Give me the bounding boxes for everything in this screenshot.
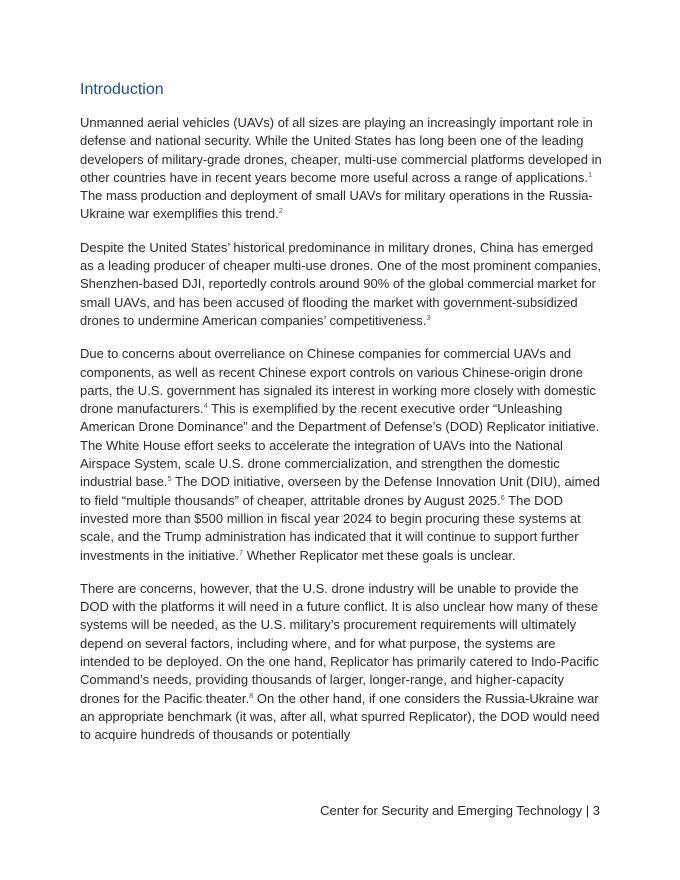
paragraph-text: The DOD invested more than $500 million in fiscal year 2024 to begin procuring these systems at scale, and the Trump administration has indicated that it will continue to support further investments in the initiative.: [80, 492, 581, 563]
main-content: [80, 79, 605, 760]
paragraph-4: [80, 580, 605, 745]
footer-separator: |: [582, 803, 593, 818]
paragraph-text: The DOD initiative, overseen by the Defense Innovation Unit (DIU), aimed to field “multiple thousands” of cheaper, attritable drones by August 2025.: [80, 474, 600, 508]
footer-org: Center for Security and Emerging Technology: [320, 803, 583, 818]
footnote-ref-5[interactable]: 5: [167, 474, 172, 484]
paragraph-text: There are concerns, however, that the U.S. drone industry will be unable to provide the DOD with the platforms it will need in a future conflict. It is also unclear how many of these systems will be needed, as the U.S. military’s procurement requirements will ultimately depend on several factors, including where, and for what purpose, the systems are intended to be deployed. On the one hand, Replicator has primarily catered to Indo-Pacific Command’s needs, providing thousands of larger, longer-range, and higher-capacity drones for the Pacific theater.: [80, 580, 599, 706]
paragraph-text: Due to concerns about overreliance on Chinese companies for commercial UAVs and components, as well as recent Chinese export controls on various Chinese-origin drone parts, the U.S. government has signaled its interest in working more closely with domestic drone manufacturers.: [80, 346, 596, 417]
section-title: Introduction: [80, 81, 164, 98]
paragraph-3: [80, 345, 605, 565]
footnote-ref-3[interactable]: 3: [426, 312, 431, 322]
footnote-ref-4[interactable]: 4: [203, 401, 208, 411]
footnote-ref-8[interactable]: 8: [249, 690, 254, 700]
footnote-ref-2[interactable]: 2: [278, 206, 283, 216]
footnote-ref-7[interactable]: 7: [238, 547, 244, 557]
page-number: 3: [592, 803, 600, 818]
paragraph-2: [80, 239, 605, 330]
paragraph-text: This is exemplified by the recent executive order “Unleashing American Drone Dominance” and the Department of Defense’s (DOD) Replicator initiative. The White House effort seeks to accelerate the integration of UAVs into the National Airspace System, scale U.S. drone commercialization, and strengthen the domestic industrial base.: [80, 401, 600, 490]
footnote-ref-6[interactable]: 6: [500, 492, 505, 502]
paragraph-text: On the other hand, if one considers the Russia-Ukraine war an appropriate benchmark (it was, after all, what spurred Replicator), the DOD would need to acquire hundreds of thousands or potentially: [80, 690, 600, 743]
paragraph-text: Whether Replicator met these goals is unclear.: [243, 547, 516, 563]
footnote-ref-1[interactable]: 1: [588, 169, 593, 179]
paragraph-text: The mass production and deployment of small UAVs for military operations in the Russia-Ukraine war exemplifies this trend.: [80, 188, 593, 222]
paragraph-1: [80, 114, 605, 224]
paragraph-text: Unmanned aerial vehicles (UAVs) of all sizes are playing an increasingly important role in defense and national security. While the United States has long been one of the leading developers of military-grade drones, cheaper, multi-use commercial platforms developed in other countries have in recent years become more useful across a range of applications.: [80, 115, 602, 185]
page-footer: [320, 803, 600, 818]
paragraph-text: Despite the United States’ historical predominance in military drones, China has emerged as a leading producer of cheaper multi-use drones. One of the most prominent companies, Shenzhen-based DJI, reportedly controls around 90% of the global commercial market for small UAVs, and has been accused of flooding the market with government-subsidized drones to undermine American companies’ competitiveness.: [80, 239, 602, 328]
